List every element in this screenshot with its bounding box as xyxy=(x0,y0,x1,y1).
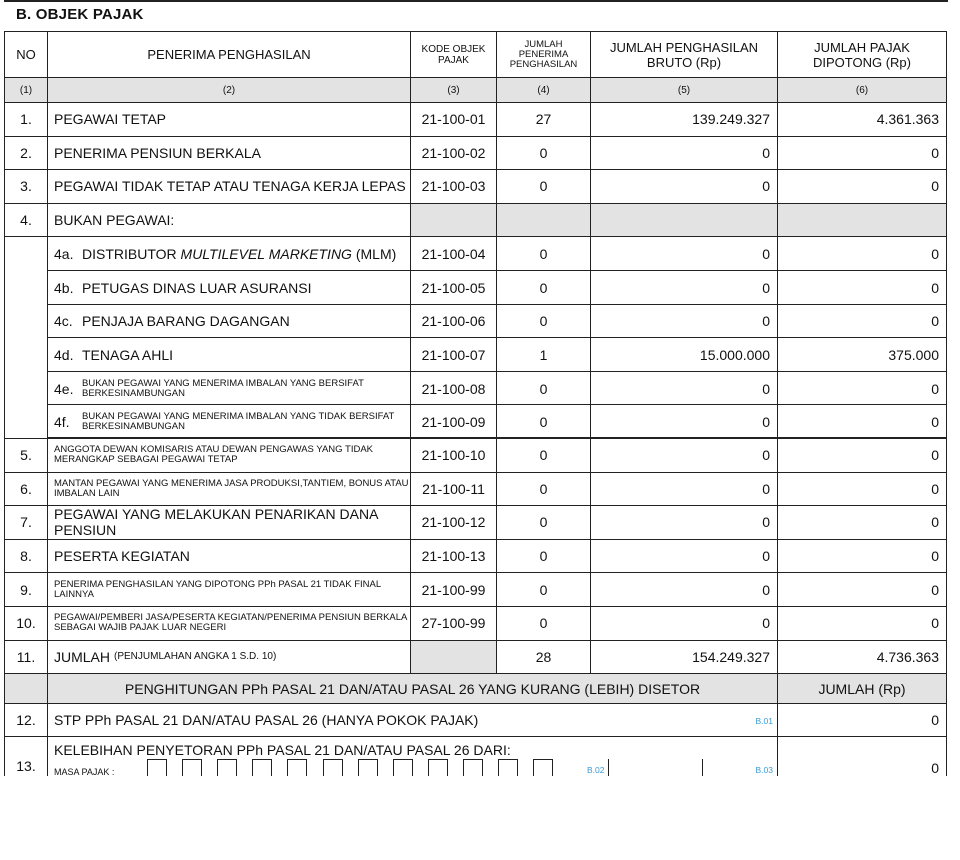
row-no-empty xyxy=(4,372,47,406)
pajak-cell: 0 xyxy=(777,540,947,573)
pajak-cell: 0 xyxy=(777,506,947,539)
calc-no-empty xyxy=(4,674,47,703)
row-no: 8. xyxy=(4,540,47,573)
pajak-cell: 0 xyxy=(777,439,947,472)
pajak-cell: 0 xyxy=(777,271,947,305)
row-no: 4. xyxy=(4,204,47,237)
bruto-cell: 0 xyxy=(590,372,777,406)
bruto-cell: 0 xyxy=(590,473,777,506)
kode-cell: 21-100-12 xyxy=(410,506,496,539)
row-no: 10. xyxy=(4,607,47,640)
row-label: ANGGOTA DEWAN KOMISARIS ATAU DEWAN PENGAWAS YANG TIDAK MERANGKAP SEBAGAI PEGAWAI TETAP xyxy=(47,439,410,472)
jumlah-cell: 0 xyxy=(496,305,590,339)
kode-cell-empty xyxy=(410,641,496,674)
masa-pajak-box[interactable] xyxy=(533,759,553,776)
row-no: 5. xyxy=(4,439,47,472)
bruto-cell: 0 xyxy=(590,439,777,472)
row-no: 11. xyxy=(4,641,47,674)
row-no: 9. xyxy=(4,573,47,606)
row-label: PENERIMA PENGHASILAN YANG DIPOTONG PPh PASAL 21 TIDAK FINAL LAINNYA xyxy=(47,573,410,606)
bruto-cell: 139.249.327 xyxy=(590,103,777,136)
jumlah-cell: 27 xyxy=(496,103,590,136)
pajak-cell: 0 xyxy=(777,405,947,438)
kode-cell: 21-100-10 xyxy=(410,439,496,472)
total-row xyxy=(4,641,947,675)
jumlah-cell: 0 xyxy=(496,170,590,203)
table-row xyxy=(4,103,947,137)
table-row xyxy=(4,573,947,607)
table-row xyxy=(4,170,947,204)
row12-value: 0 xyxy=(777,704,947,736)
row-label: BUKAN PEGAWAI: xyxy=(47,204,410,237)
total-pajak: 4.736.363 xyxy=(777,641,947,674)
header-bruto: JUMLAH PENGHASILAN BRUTO (Rp) xyxy=(590,32,777,77)
bruto-cell: 0 xyxy=(590,137,777,170)
bruto-cell: 0 xyxy=(590,573,777,606)
field-divider xyxy=(608,759,609,776)
bruto-cell: 0 xyxy=(590,506,777,539)
jumlah-cell: 0 xyxy=(496,271,590,305)
bruto-cell-empty xyxy=(590,204,777,237)
jumlah-cell: 0 xyxy=(496,237,590,271)
pajak-cell: 0 xyxy=(777,170,947,203)
kode-cell: 21-100-03 xyxy=(410,170,496,203)
table-row xyxy=(4,607,947,641)
row-no: 2. xyxy=(4,137,47,170)
row-no: 6. xyxy=(4,473,47,506)
row13-value: 0 xyxy=(777,737,947,776)
header-pajak: JUMLAH PAJAK DIPOTONG (Rp) xyxy=(777,32,947,77)
table-subrow xyxy=(4,237,947,271)
bruto-cell: 0 xyxy=(590,237,777,271)
kode-cell: 21-100-99 xyxy=(410,573,496,606)
pajak-cell: 4.361.363 xyxy=(777,103,947,136)
header-penerima: PENERIMA PENGHASILAN xyxy=(47,32,410,77)
table-row xyxy=(4,137,947,171)
masa-pajak-box[interactable] xyxy=(287,759,307,776)
field-divider xyxy=(702,759,703,776)
bruto-cell: 15.000.000 xyxy=(590,338,777,372)
table-row xyxy=(4,439,947,473)
jumlah-cell: 0 xyxy=(496,573,590,606)
pajak-cell: 0 xyxy=(777,372,947,406)
row-label: PEGAWAI YANG MELAKUKAN PENARIKAN DANA PENSIUN xyxy=(47,506,410,539)
jumlah-cell: 0 xyxy=(496,506,590,539)
kode-cell: 21-100-08 xyxy=(410,372,496,406)
row-label: PESERTA KEGIATAN xyxy=(47,540,410,573)
row13-content: KELEBIHAN PENYETORAN PPh PASAL 21 DAN/ATAU PASAL 26 DARI: MASA PAJAK : B.02 B.03 xyxy=(47,737,777,776)
pajak-cell: 0 xyxy=(777,473,947,506)
row-no-empty xyxy=(4,405,47,438)
row12-label: STP PPh PASAL 21 DAN/ATAU PASAL 26 (HANYA POKOK PAJAK) B.01 xyxy=(47,704,777,736)
row-label: PEGAWAI/PEMBERI JASA/PESERTA KEGIATAN/PENERIMA PENSIUN BERKALA SEBAGAI WAJIB PAJAK LUAR NEGERI xyxy=(47,607,410,640)
subrow-label: 4b. PETUGAS DINAS LUAR ASURANSI xyxy=(47,271,410,305)
table-row xyxy=(4,540,947,574)
bruto-cell: 0 xyxy=(590,607,777,640)
row-label: PEGAWAI TETAP xyxy=(47,103,410,136)
table-subrow xyxy=(4,271,947,305)
bruto-cell: 0 xyxy=(590,305,777,339)
masa-pajak-box[interactable] xyxy=(323,759,343,776)
total-label: JUMLAH (PENJUMLAHAN ANGKA 1 S.D. 10) xyxy=(47,641,410,674)
pajak-cell: 0 xyxy=(777,137,947,170)
kode-cell: 21-100-11 xyxy=(410,473,496,506)
row-no-empty xyxy=(4,271,47,305)
row-12 xyxy=(4,704,947,737)
table-subrow xyxy=(4,405,947,439)
masa-pajak-box[interactable] xyxy=(252,759,272,776)
masa-pajak-box[interactable] xyxy=(428,759,448,776)
total-bruto: 154.249.327 xyxy=(590,641,777,674)
kode-cell: 21-100-04 xyxy=(410,237,496,271)
subrow-label: 4e. BUKAN PEGAWAI YANG MENERIMA IMBALAN YANG BERSIFAT BERKESINAMBUNGAN xyxy=(47,372,410,406)
table-row xyxy=(4,506,947,540)
bruto-cell: 0 xyxy=(590,540,777,573)
jumlah-cell: 0 xyxy=(496,607,590,640)
colnum-1: (1) xyxy=(4,78,47,102)
pajak-cell: 0 xyxy=(777,237,947,271)
table-row xyxy=(4,204,947,238)
jumlah-cell: 1 xyxy=(496,338,590,372)
pajak-cell: 375.000 xyxy=(777,338,947,372)
row-label: MANTAN PEGAWAI YANG MENERIMA JASA PRODUKSI,TANTIEM, BONUS ATAU IMBALAN LAIN xyxy=(47,473,410,506)
header-jumlah: JUMLAH PENERIMA PENGHASILAN xyxy=(496,32,590,77)
colnum-5: (5) xyxy=(590,78,777,102)
pajak-cell: 0 xyxy=(777,607,947,640)
kode-cell: 21-100-05 xyxy=(410,271,496,305)
kode-cell: 27-100-99 xyxy=(410,607,496,640)
table-subrow xyxy=(4,372,947,406)
kode-cell: 21-100-07 xyxy=(410,338,496,372)
jumlah-cell: 0 xyxy=(496,439,590,472)
masa-pajak-box[interactable] xyxy=(217,759,237,776)
row-no: 1. xyxy=(4,103,47,136)
colnum-2: (2) xyxy=(47,78,410,102)
subrow-label: 4a. DISTRIBUTOR MULTILEVEL MARKETING (MLM) xyxy=(47,237,410,271)
kode-cell: 21-100-09 xyxy=(410,405,496,438)
row-no-empty xyxy=(4,338,47,372)
row-no: 3. xyxy=(4,170,47,203)
masa-pajak-box[interactable] xyxy=(498,759,518,776)
kode-cell: 21-100-02 xyxy=(410,137,496,170)
bruto-cell: 0 xyxy=(590,170,777,203)
total-jumlah: 28 xyxy=(496,641,590,674)
subrow-label: 4c. PENJAJA BARANG DAGANGAN xyxy=(47,305,410,339)
row-label: PENERIMA PENSIUN BERKALA xyxy=(47,137,410,170)
jumlah-cell: 0 xyxy=(496,137,590,170)
header-no: NO xyxy=(4,32,47,77)
colnum-6: (6) xyxy=(777,78,947,102)
section-title: B. OBJEK PAJAK xyxy=(16,6,144,23)
calc-amount-header: JUMLAH (Rp) xyxy=(777,674,947,703)
pajak-cell: 0 xyxy=(777,573,947,606)
kode-cell: 21-100-13 xyxy=(410,540,496,573)
table-subrow xyxy=(4,338,947,372)
masa-pajak-box[interactable] xyxy=(358,759,378,776)
row-no: 13. xyxy=(4,737,47,776)
masa-pajak-box[interactable] xyxy=(147,759,167,776)
masa-pajak-box[interactable] xyxy=(182,759,202,776)
subrow-label: 4d. TENAGA AHLI xyxy=(47,338,410,372)
kode-cell: 21-100-01 xyxy=(410,103,496,136)
kode-cell-empty xyxy=(410,204,496,237)
row-label: PEGAWAI TIDAK TETAP ATAU TENAGA KERJA LEPAS xyxy=(47,170,410,203)
row-no-empty xyxy=(4,237,47,271)
subrow-label: 4f. BUKAN PEGAWAI YANG MENERIMA IMBALAN YANG TIDAK BERSIFAT BERKESINAMBUNGAN xyxy=(47,405,410,438)
row-no: 7. xyxy=(4,506,47,539)
colnum-3: (3) xyxy=(410,78,496,102)
calc-header-row xyxy=(4,674,947,704)
row-no-empty xyxy=(4,305,47,339)
table-subrow xyxy=(4,305,947,339)
table-header-row xyxy=(4,31,947,78)
row-13 xyxy=(4,737,947,776)
jumlah-cell: 0 xyxy=(496,540,590,573)
pajak-cell-empty xyxy=(777,204,947,237)
row-no: 12. xyxy=(4,704,47,736)
masa-pajak-box[interactable] xyxy=(463,759,483,776)
kode-cell: 21-100-06 xyxy=(410,305,496,339)
column-number-row xyxy=(4,78,947,103)
masa-pajak-box[interactable] xyxy=(393,759,413,776)
jumlah-cell-empty xyxy=(496,204,590,237)
jumlah-cell: 0 xyxy=(496,405,590,438)
pajak-cell: 0 xyxy=(777,305,947,339)
calc-title: PENGHITUNGAN PPh PASAL 21 DAN/ATAU PASAL 26 YANG KURANG (LEBIH) DISETOR xyxy=(47,674,777,703)
bruto-cell: 0 xyxy=(590,405,777,438)
bruto-cell: 0 xyxy=(590,271,777,305)
header-kode: KODE OBJEK PAJAK xyxy=(410,32,496,77)
top-rule xyxy=(4,0,948,2)
jumlah-cell: 0 xyxy=(496,372,590,406)
jumlah-cell: 0 xyxy=(496,473,590,506)
table-row xyxy=(4,473,947,507)
colnum-4: (4) xyxy=(496,78,590,102)
